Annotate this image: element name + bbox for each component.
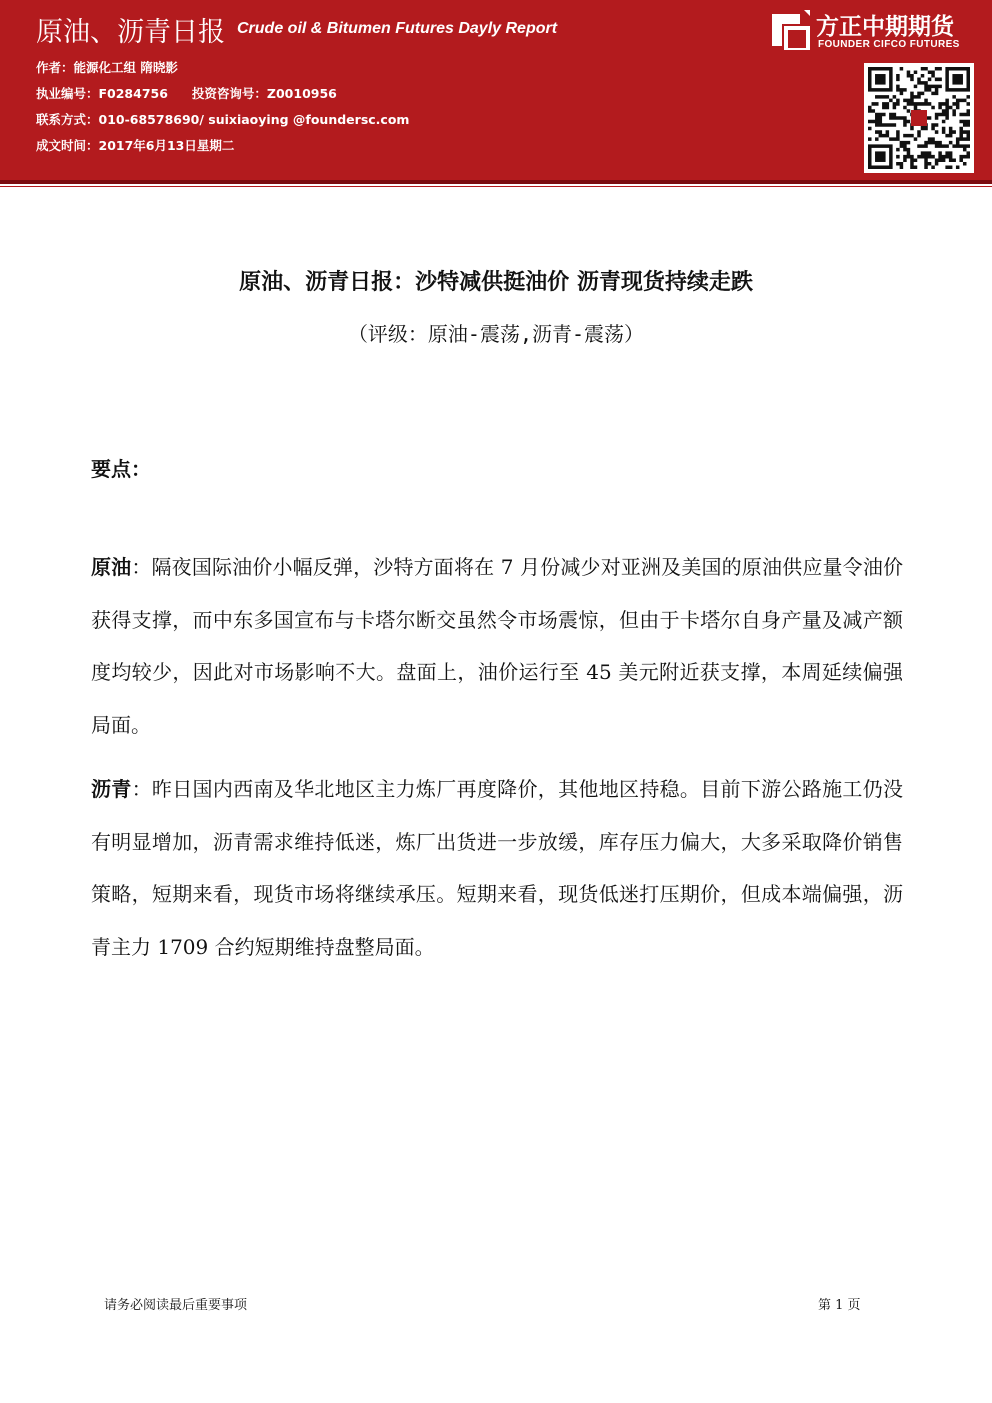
company-logo <box>770 8 985 54</box>
contact-line: 联系方式：010-68578690/ suixiaoying @foundersc.com <box>36 112 410 127</box>
report-subtitle: Crude oil & Bitumen Futures Dayly Report <box>237 20 558 37</box>
bitumen-label: 沥青 <box>91 777 132 801</box>
logo-english-name: FOUNDER CIFCO FUTURES <box>818 39 960 50</box>
rating-line: （评级：原油-震荡,沥青-震荡） <box>347 322 645 346</box>
report-header <box>0 0 992 180</box>
report-title: 原油、沥青日报 <box>36 17 225 48</box>
crude-oil-text: ：隔夜国际油价小幅反弹，沙特方面将在 7 月份减少对亚洲及美国的原油供应量令油价获得支撑，而中东多国宣布与卡塔尔断交虽然令市场震惊，但由于卡塔尔自身产量及减产额度均较少，因此对市场影响不大。盘面上，油价运行至 45 美元附近获支撑，本周延续偏强局面。 <box>91 555 903 737</box>
crude-oil-label: 原油 <box>91 555 132 579</box>
bitumen-text: ：昨日国内西南及华北地区主力炼厂再度降价，其他地区持稳。目前下游公路施工仍没有明显增加，沥青需求维持低迷，炼厂出货进一步放缓，库存压力偏大，大多采取降价销售策略，短期来看，现货市场将继续承压。短期来看，现货低迷打压期价，但成本端偏强，沥青主力 1709 合约短期维持盘整局面。 <box>91 777 904 959</box>
header-divider <box>0 180 992 184</box>
license-line <box>36 84 337 102</box>
founder-logo-icon <box>770 10 810 50</box>
license-number: 执业编号：F0284756 <box>36 86 168 101</box>
footer-notice: 请务必阅读最后重要事项 <box>104 1298 248 1313</box>
header-divider-thin <box>0 186 992 187</box>
crude-oil-paragraph <box>91 541 903 751</box>
keypoints-heading: 要点： <box>91 457 151 481</box>
consult-number: 投资咨询号：Z0010956 <box>191 86 337 101</box>
bitumen-paragraph <box>91 763 903 973</box>
page-title: 原油、沥青日报：沙特减供挺油价 沥青现货持续走跌 <box>239 270 753 295</box>
author-line: 作者：能源化工组 隋晓影 <box>36 60 178 75</box>
logo-chinese-name: 方正中期期货 <box>816 14 954 40</box>
page-number: 第 1 页 <box>818 1298 861 1313</box>
date-line: 成文时间：2017年6月13日星期二 <box>36 138 235 153</box>
qr-code-icon <box>864 63 974 173</box>
